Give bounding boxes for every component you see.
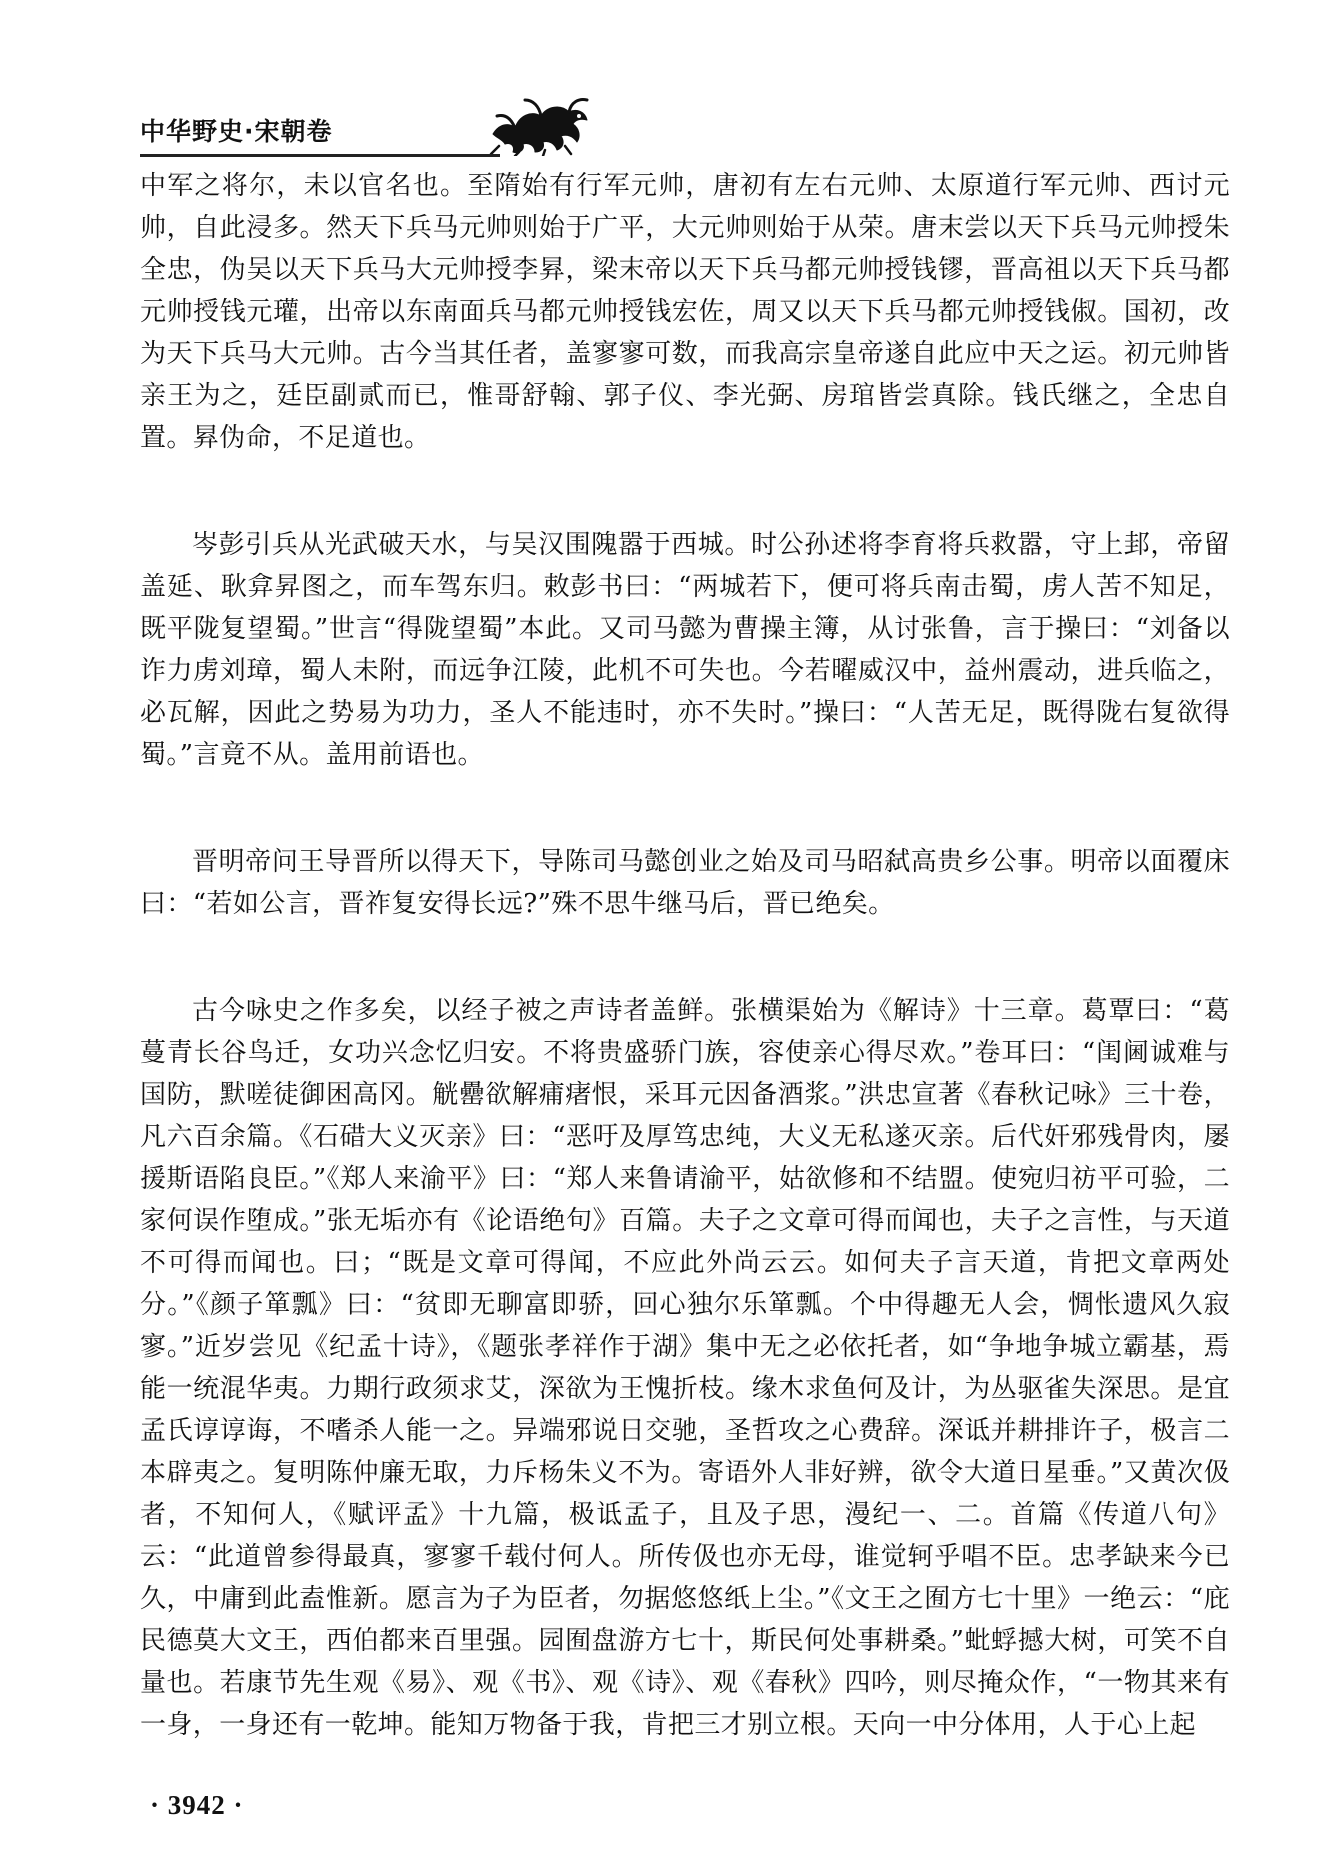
header-rule <box>140 154 500 157</box>
page-header <box>140 104 1230 154</box>
paragraph-continued: 中军之将尔，未以官名也。至隋始有行军元帅，唐初有左右元帅、太原道行军元帅、西讨元帅，自此浸多。然天下兵马元帅则始于广平，大元帅则始于从荣。唐末尝以天下兵马元帅授朱全忠，伪吴以天下兵马大元帅授李昪，梁末帝以天下兵马都元帅授钱镠，晋高祖以天下兵马都元帅授钱元瓘，出帝以东南面兵马都元帅授钱宏佐，周又以天下兵马都元帅授钱俶。国初，改为天下兵马大元帅。古今当其任者，盖寥寥可数，而我高宗皇帝遂自此应中天之运。初元帅皆亲王为之，廷臣副贰而已，惟哥舒翰、郭子仪、李光弼、房琯皆尝真除。钱氏继之，全忠自置。昪伪命，不足道也。 <box>140 171 1230 453</box>
paragraph-gap <box>140 925 1230 990</box>
dragon-emblem-icon <box>485 94 595 156</box>
paragraph-gap <box>140 776 1230 841</box>
paragraph-gap <box>140 459 1230 524</box>
paragraph: 岑彭引兵从光武破天水，与吴汉围隗嚣于西城。时公孙述将李育将兵救嚣，守上邽，帝留盖延、耿弇昇图之，而车驾东归。敕彭书曰：“两城若下，便可将兵南击蜀，虏人苦不知足，既平陇复望蜀。”世言“得陇望蜀”本此。又司马懿为曹操主簿，从讨张鲁，言于操曰：“刘备以诈力虏刘璋，蜀人未附，而远争江陵，此机不可失也。今若曜威汉中，益州震动，进兵临之，必瓦解，因此之势易为功力，圣人不能违时，亦不失时。”操曰：“人苦无足，既得陇右复欲得蜀。”言竟不从。盖用前语也。 <box>140 530 1230 770</box>
page-number: · 3942 · <box>150 1790 244 1820</box>
paragraph: 晋明帝问王导晋所以得天下，导陈司马懿创业之始及司马昭弑高贵乡公事。明帝以面覆床曰：“若如公言，晋祚复安得长远?”殊不思牛继马后，晋已绝矣。 <box>140 847 1230 919</box>
body-text <box>140 165 1230 1746</box>
paragraph: 古今咏史之作多矣，以经子被之声诗者盖鲜。张横渠始为《解诗》十三章。葛覃曰：“葛蔓青长谷鸟迁，女功兴念忆归安。不将贵盛骄门族，容使亲心得尽欢。”卷耳曰：“闺阃诚难与国防，默嗟徒御困高冈。觥罍欲解痡瘏恨，采耳元因备酒浆。”洪忠宣著《春秋记咏》三十卷，凡六百余篇。《石碏大义灭亲》曰：“恶吁及厚笃忠纯，大义无私遂灭亲。后代奸邪残骨肉，屡援斯语陷良臣。”《郑人来渝平》曰：“郑人来鲁请渝平，姑欲修和不结盟。使宛归祊平可验，二家何误作堕成。”张无垢亦有《论语绝句》百篇。夫子之文章可得而闻也，夫子之言性，与天道不可得而闻也。曰；“既是文章可得闻，不应此外尚云云。如何夫子言天道，肯把文章两处分。”《颜子箪瓢》曰：“贫即无聊富即骄，回心独尔乐箪瓢。个中得趣无人会，惆怅遗风久寂寥。”近岁尝见《纪孟十诗》，《题张孝祥作于湖》集中无之必依托者，如“争地争城立霸基，焉能一统混华夷。力期行政须求艾，深欲为王愧折枝。缘木求鱼何及计，为丛驱雀失深思。是宜孟氏谆谆诲，不嗜杀人能一之。异端邪说日交驰，圣哲攻之心费辞。深诋并耕排许子，极言二本辟夷之。复明陈仲廉无取，力斥杨朱义不为。寄语外人非好辨，欲令大道日星垂。”又黄次伋者，不知何人，《赋评孟》十九篇，极诋孟子，且及子思，漫纪一、二。首篇《传道八句》云：“此道曾参得最真，寥寥千载付何人。所传伋也亦无母，谁觉轲乎唱不臣。忠孝缺来今已久，中庸到此盍惟新。愿言为子为臣者，勿据悠悠纸上尘。”《文王之囿方七十里》一绝云：“庇民德莫大文王，西伯都来百里强。园囿盘游方七十，斯民何处事耕桑。”蚍蜉撼大树，可笑不自量也。若康节先生观《易》、观《书》、观《诗》、观《春秋》四吟，则尽掩众作，“一物其来有一身，一身还有一乾坤。能知万物备于我，肯把三才别立根。天向一中分体用，人于心上起 <box>140 996 1230 1740</box>
running-title: 中华野史·宋朝卷 <box>140 117 333 146</box>
